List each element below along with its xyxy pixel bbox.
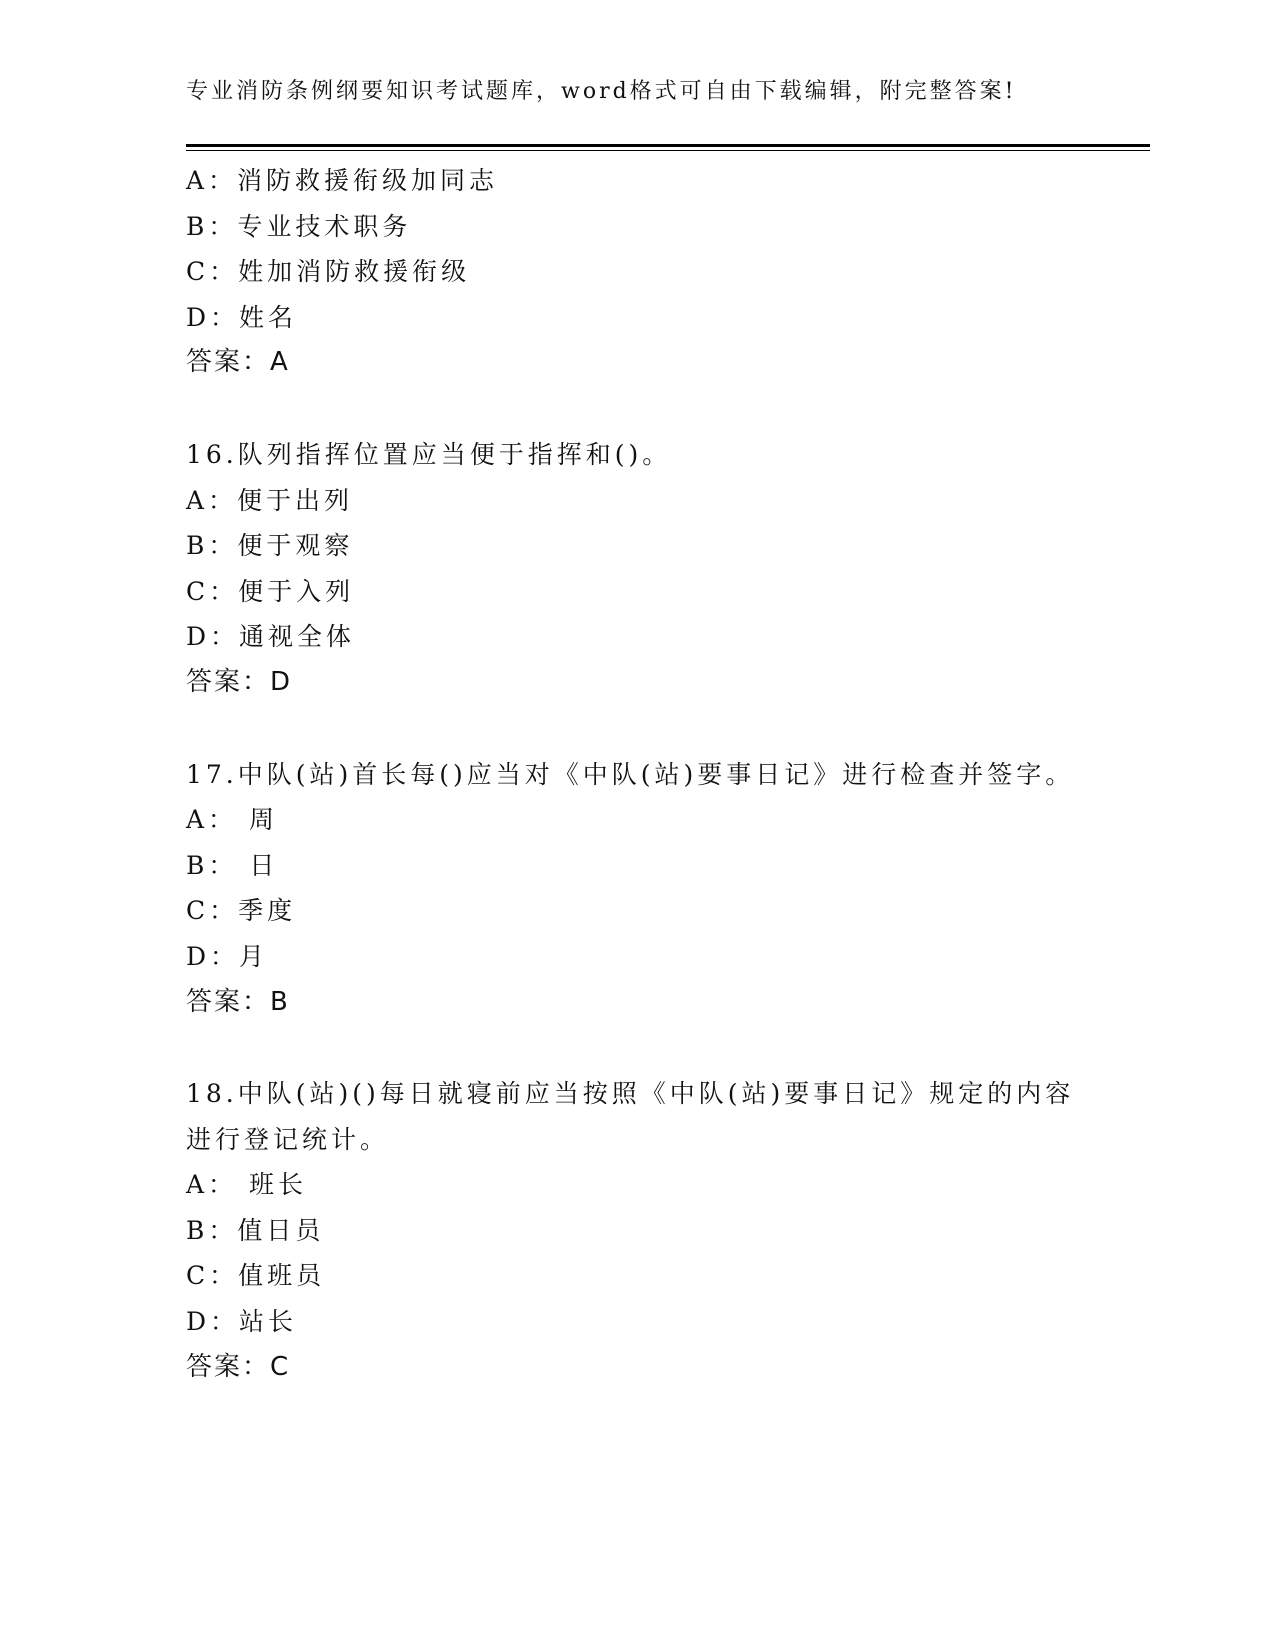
option-b: B：专业技术职务 [186, 211, 412, 241]
option-a: A：消防救援衔级加同志 [186, 166, 499, 195]
option-c: C：姓加消防救援衔级 [186, 257, 471, 287]
option-b: B：值日员 [186, 1215, 325, 1245]
option-c: C：便于入列 [186, 576, 355, 606]
question-text-line-2: 进行登记统计。 [186, 1124, 390, 1154]
spacer [186, 1025, 1086, 1071]
option-d: D：月 [186, 941, 269, 971]
answer-line: 答案：B [186, 986, 290, 1017]
question-block-15 [186, 158, 1086, 386]
option-c: C：季度 [186, 896, 297, 926]
answer-line: 答案：C [186, 1351, 291, 1382]
question-text: 16.队列指挥位置应当便于指挥和()。 [186, 439, 672, 469]
header-rule-thin [186, 150, 1150, 151]
answer-line: 答案：A [186, 347, 290, 378]
document-header: 专业消防条例纲要知识考试题库，word格式可自由下载编辑，附完整答案! [186, 79, 1017, 104]
option-d: D：站长 [186, 1307, 298, 1337]
option-c: C：值班员 [186, 1261, 326, 1291]
option-a: A： 周 [186, 805, 279, 835]
option-b: B：便于观察 [186, 531, 354, 561]
header-rule-thick [186, 144, 1150, 147]
question-block-16 [186, 432, 1086, 706]
option-b: B： 日 [186, 850, 279, 880]
spacer [186, 706, 1086, 752]
question-text-line-1: 18.中队(站)()每日就寝前应当按照《中队(站)要事日记》规定的内容 [186, 1079, 1075, 1109]
question-text: 17.中队(站)首长每()应当对《中队(站)要事日记》进行检查并签字。 [186, 759, 1075, 789]
spacer [186, 386, 1086, 432]
answer-line: 答案：D [186, 666, 293, 697]
option-d: D：通视全体 [186, 622, 356, 652]
option-a: A：便于出列 [186, 485, 354, 515]
option-a: A： 班长 [186, 1170, 308, 1200]
question-block-18 [186, 1071, 1086, 1390]
option-d: D：姓名 [186, 302, 298, 332]
question-block-17 [186, 752, 1086, 1026]
question-list [186, 158, 1086, 1390]
